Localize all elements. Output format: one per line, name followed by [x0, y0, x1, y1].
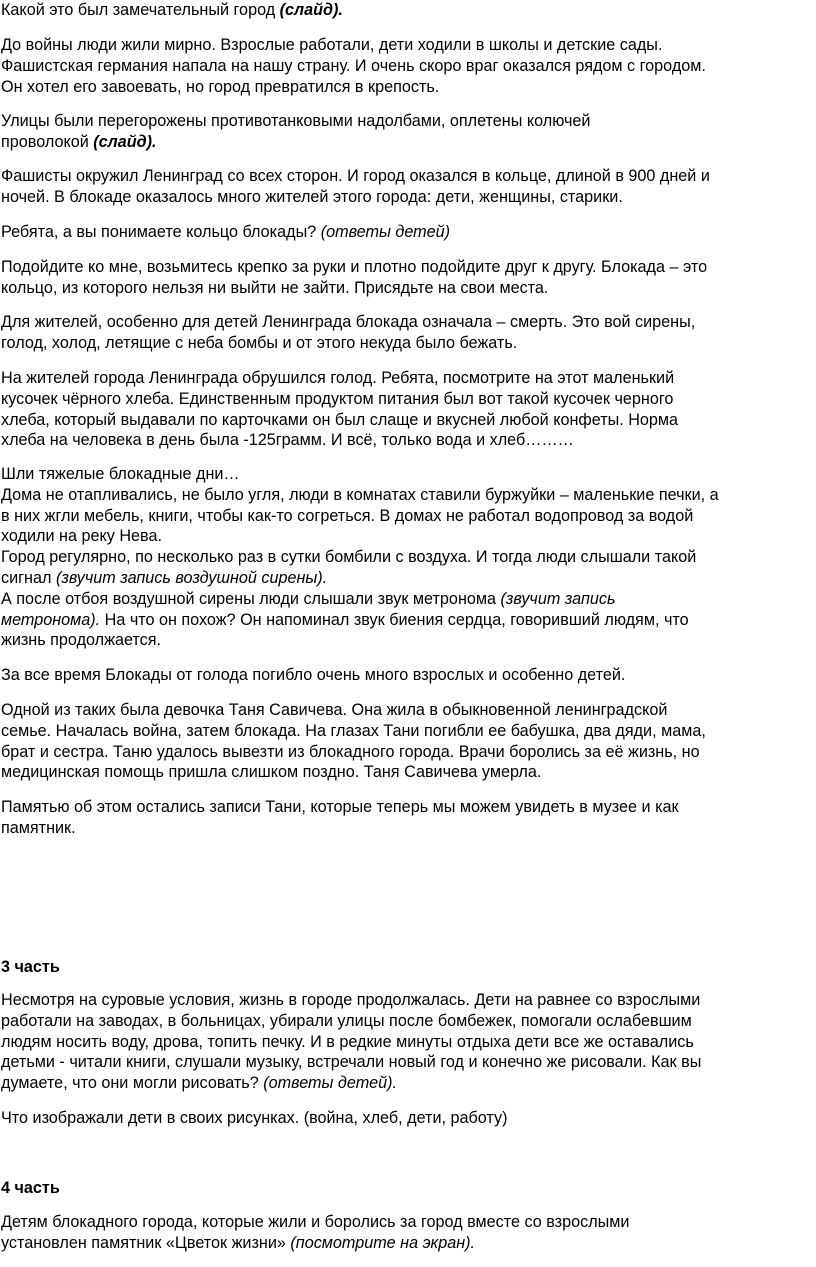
text-line: работали на заводах, в больницах, убирали улицы после бомбежек, помогали ослабевшим	[1, 1011, 692, 1030]
paragraph-drawings	[1, 1108, 508, 1129]
stage-direction: (слайд).	[279, 1, 343, 19]
text: установлен памятник «Цветок жизни»	[1, 1233, 291, 1252]
text-line: Подойдите ко мне, возьмитесь крепко за руки и плотно подойдите друг к другу. Блокада – это	[1, 258, 708, 276]
paragraph-hunger	[1, 368, 678, 451]
text-line	[1, 1073, 701, 1094]
stage-direction: (ответы детей).	[263, 1074, 398, 1093]
paragraph-city-intro	[1, 0, 343, 21]
text: За все время Блокады от голода погибло очень много взрослых и особенно детей.	[1, 666, 626, 684]
text-line: Фашисты окружил Ленинград со всех сторон. И город оказался в кольце, длиной в 900 дней и	[1, 167, 710, 185]
text-line	[1, 1233, 629, 1254]
text-line: хлеба на человека в день была -125грамм. И всё, только вода и хлеб………	[1, 431, 574, 450]
text-line: кусочек чёрного хлеба. Единственным продуктом питания был вот такой кусочек черного	[1, 389, 674, 408]
stage-direction: метронома).	[1, 610, 101, 629]
text-line: хлеба, который выдавали по карточками он был слаще и вкусней любой конфеты. Норма	[1, 410, 679, 429]
text-line: Улицы были перегорожены противотанковыми надолбами, оплетены колючей	[1, 112, 591, 130]
text-line: людям носить воду, дрова, топить печку. И в редкие минуты отдыха дети все же оставались	[1, 1032, 694, 1051]
stage-direction: (звучит запись	[500, 589, 616, 608]
text: сигнал	[1, 568, 56, 587]
text-line: памятник.	[1, 818, 76, 837]
text-line: ходили на реку Нева.	[1, 527, 162, 546]
text-line: На жителей города Ленинграда обрушился голод. Ребята, посмотрите на этот маленький	[1, 369, 675, 387]
text: Ребята, а вы понимаете кольцо блокады?	[1, 223, 321, 241]
paragraph-siege-ring	[1, 166, 710, 208]
text-line: брат и сестра. Таню удалось вывезти из блокадного города. Врачи боролись за её жизнь, но	[1, 742, 700, 761]
text-line: Памятью об этом остались записи Тани, которые теперь мы можем увидеть в музее и как	[1, 798, 679, 816]
text-line: Для жителей, особенно для детей Ленинграда блокада означала – смерть. Это вой сирены,	[1, 313, 696, 331]
section-heading-part-4: 4 часть	[1, 1179, 60, 1197]
text: Что изображали дети в своих рисунках. (война, хлеб, дети, работу)	[1, 1109, 508, 1127]
text-line: Одной из таких была девочка Таня Савичева. Она жила в обыкновенной ленинградской	[1, 701, 668, 719]
text-line	[1, 589, 719, 610]
stage-direction: (ответы детей)	[320, 223, 451, 241]
paragraph-tanya	[1, 700, 706, 783]
paragraph-memory	[1, 797, 679, 839]
text-line: Фашистская германия напала на нашу страну. И очень скоро враг оказался рядом с городом.	[1, 56, 706, 75]
text-line: Он хотел его завоевать, но город превратился в крепость.	[1, 77, 440, 96]
text: А после отбоя воздушной сирены люди слышали звук метронома	[1, 589, 501, 608]
text-line: в них жгли мебель, книги, чтобы как-то согреться. В домах не работал водопровод за водой	[1, 506, 694, 525]
text-line: голод, холод, летящие с неба бомбы и от этого некуда было бежать.	[1, 333, 518, 352]
paragraph-meaning	[1, 312, 695, 354]
text-line: Несмотря на суровые условия, жизнь в городе продолжалась. Дети на равнее со взрослыми	[1, 991, 701, 1009]
text: думаете, что они могли рисовать?	[1, 1074, 264, 1093]
paragraph-losses	[1, 665, 625, 686]
stage-direction: (звучит запись воздушной сирены).	[55, 568, 328, 587]
text-line	[1, 132, 590, 153]
paragraph-activity	[1, 257, 707, 299]
text-line: ночей. В блокаде оказалось много жителей этого города: дети, женщины, старики.	[1, 187, 623, 206]
text-line: Город регулярно, по несколько раз в сутки бомбили с воздуха. И тогда люди слышали такой	[1, 548, 697, 567]
text-line	[1, 568, 719, 589]
paragraph-before-war	[1, 35, 706, 97]
text-line: Шли тяжелые блокадные дни…	[1, 465, 240, 483]
text-line: кольцо, из которого нельзя ни выйти не зайти. Присядьте на свои места.	[1, 278, 549, 297]
text-line: семье. Началась война, затем блокада. На глазах Тани погибли ее бабушка, два дяди, мама,	[1, 721, 706, 740]
stage-direction: (слайд).	[93, 132, 157, 151]
paragraph-monument	[1, 1212, 629, 1254]
paragraph-question	[1, 222, 450, 243]
text-line: До войны люди жили мирно. Взрослые работали, дети ходили в школы и детские сады.	[1, 36, 663, 54]
text: Какой это был замечательный город	[1, 1, 280, 19]
text-line: Детям блокадного города, которые жили и боролись за город вместе со взрослыми	[1, 1213, 630, 1231]
text: На что он похож? Он напоминал звук биения сердца, говоривший людям, что	[100, 610, 689, 629]
paragraph-blockade-days	[1, 464, 719, 651]
text: проволокой	[1, 132, 94, 151]
paragraph-life-continued	[1, 990, 701, 1094]
text-line: медицинская помощь пришла слишком поздно. Таня Савичева умерла.	[1, 763, 542, 782]
text-line: жизнь продолжается.	[1, 631, 162, 650]
text-line: детьми - читали книги, слушали музыку, встречали новый год и конечно же рисовали. Как вы	[1, 1053, 702, 1072]
text-line	[1, 610, 719, 631]
paragraph-streets	[1, 111, 590, 153]
stage-direction: (посмотрите на экран).	[290, 1233, 475, 1252]
section-heading-part-3: 3 часть	[1, 958, 60, 976]
text-line: Дома не отапливались, не было угля, люди в комнатах ставили буржуйки – маленькие печки, а	[1, 485, 719, 504]
